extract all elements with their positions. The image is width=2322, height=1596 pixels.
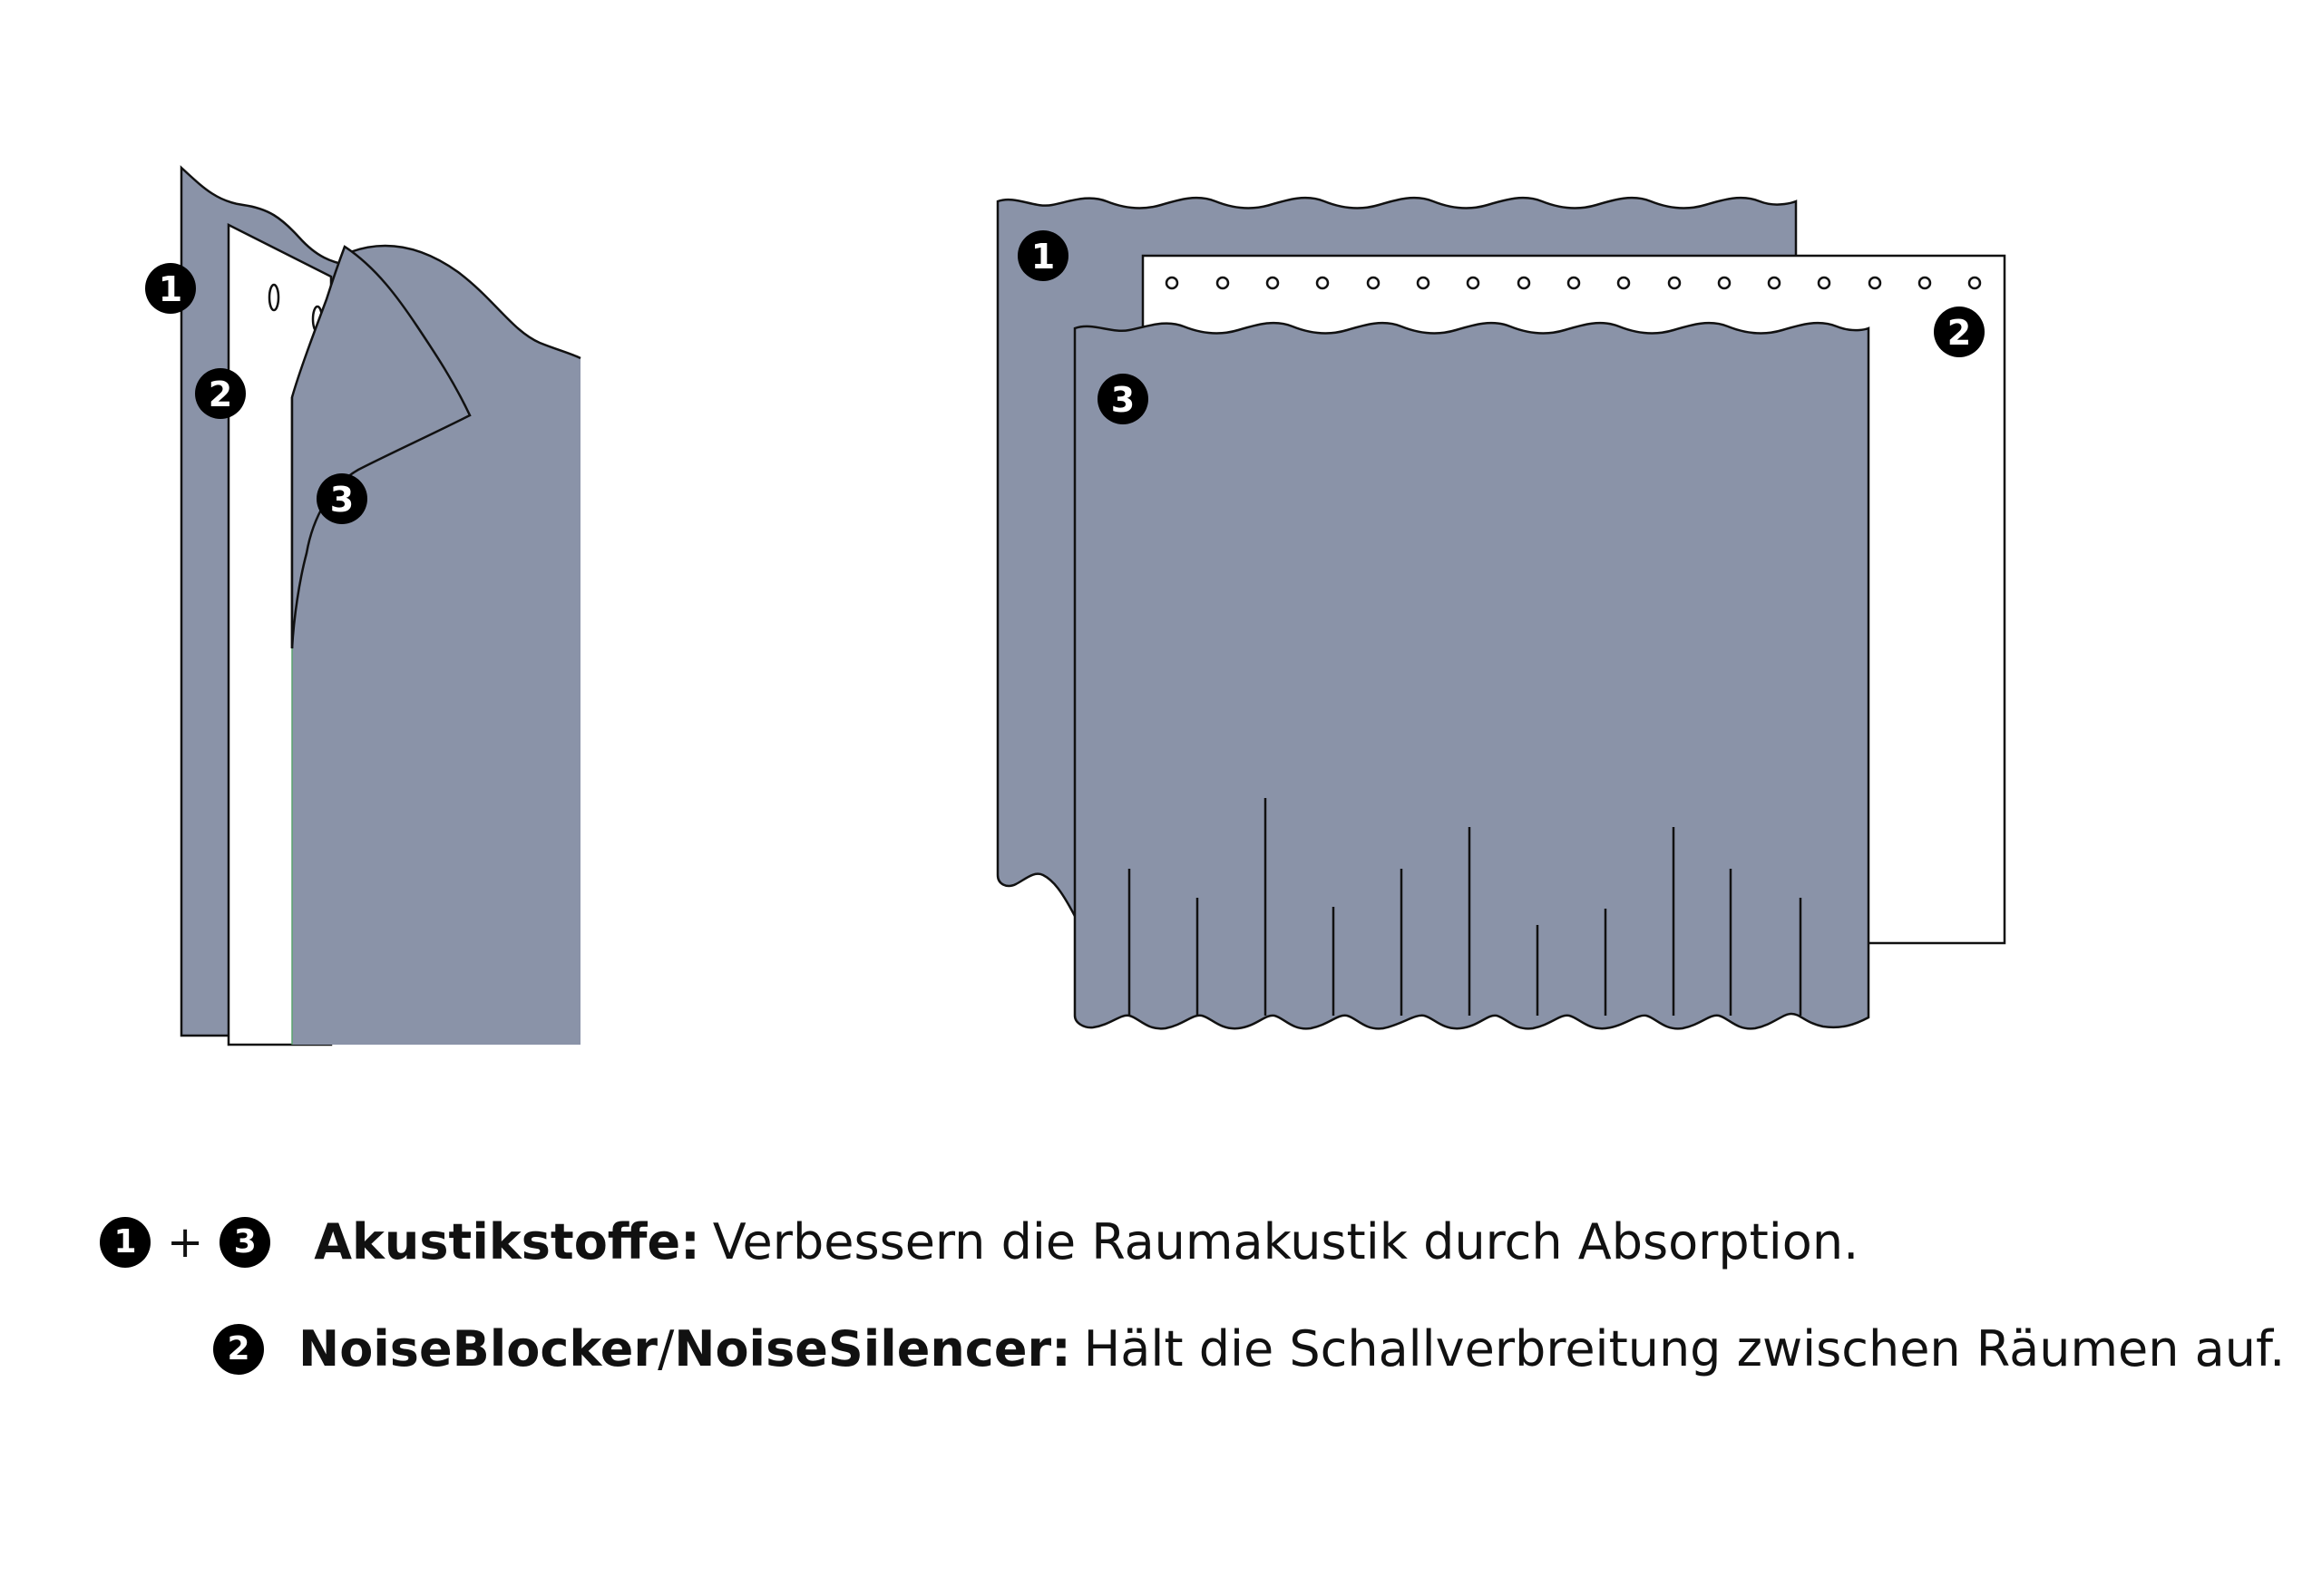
marker-1-front-label: 1 (1030, 237, 1056, 277)
legend-row-noise-blocker (213, 1320, 2286, 1377)
legend-row-acoustic-fabrics (100, 1213, 1859, 1270)
legend-description-acoustic-fabrics: Verbessern die Raumakustik durch Absorption. (712, 1213, 1859, 1270)
marker-3-side-label: 3 (329, 480, 355, 520)
legend-description-noise-blocker: Hält die Schallverbreitung zwischen Räumen auf. (1083, 1320, 2286, 1377)
legend-slash: / (658, 1320, 675, 1377)
marker-1-side (145, 263, 196, 314)
marker-2-front (1934, 307, 1985, 357)
marker-2-side (195, 368, 246, 419)
legend-plus: + (167, 1217, 204, 1268)
marker-2-front-label: 2 (1946, 313, 1972, 353)
marker-1-side-label: 1 (158, 269, 183, 309)
side-ring-hole (269, 285, 278, 310)
legend-term-noiseblocker: NoiseBlocker (298, 1320, 659, 1377)
marker-3-side (317, 473, 367, 524)
legend-badge-2: 2 (213, 1324, 264, 1375)
legend-term-acoustic-fabrics: Akustikstoffe: (314, 1213, 700, 1270)
side-view-illustration (145, 168, 580, 1045)
legend-term-noisesilencer: NoiseSilencer: (674, 1320, 1071, 1377)
legend-badge-1: 1 (100, 1217, 151, 1268)
marker-3-front (1098, 374, 1148, 424)
marker-3-front-label: 3 (1110, 380, 1136, 420)
marker-2-side-label: 2 (208, 375, 233, 414)
front-layer-3-fabric (1075, 323, 1868, 1028)
legend-badge-3: 3 (220, 1217, 270, 1268)
marker-1-front (1018, 230, 1068, 281)
front-view-illustration (998, 198, 2005, 1028)
